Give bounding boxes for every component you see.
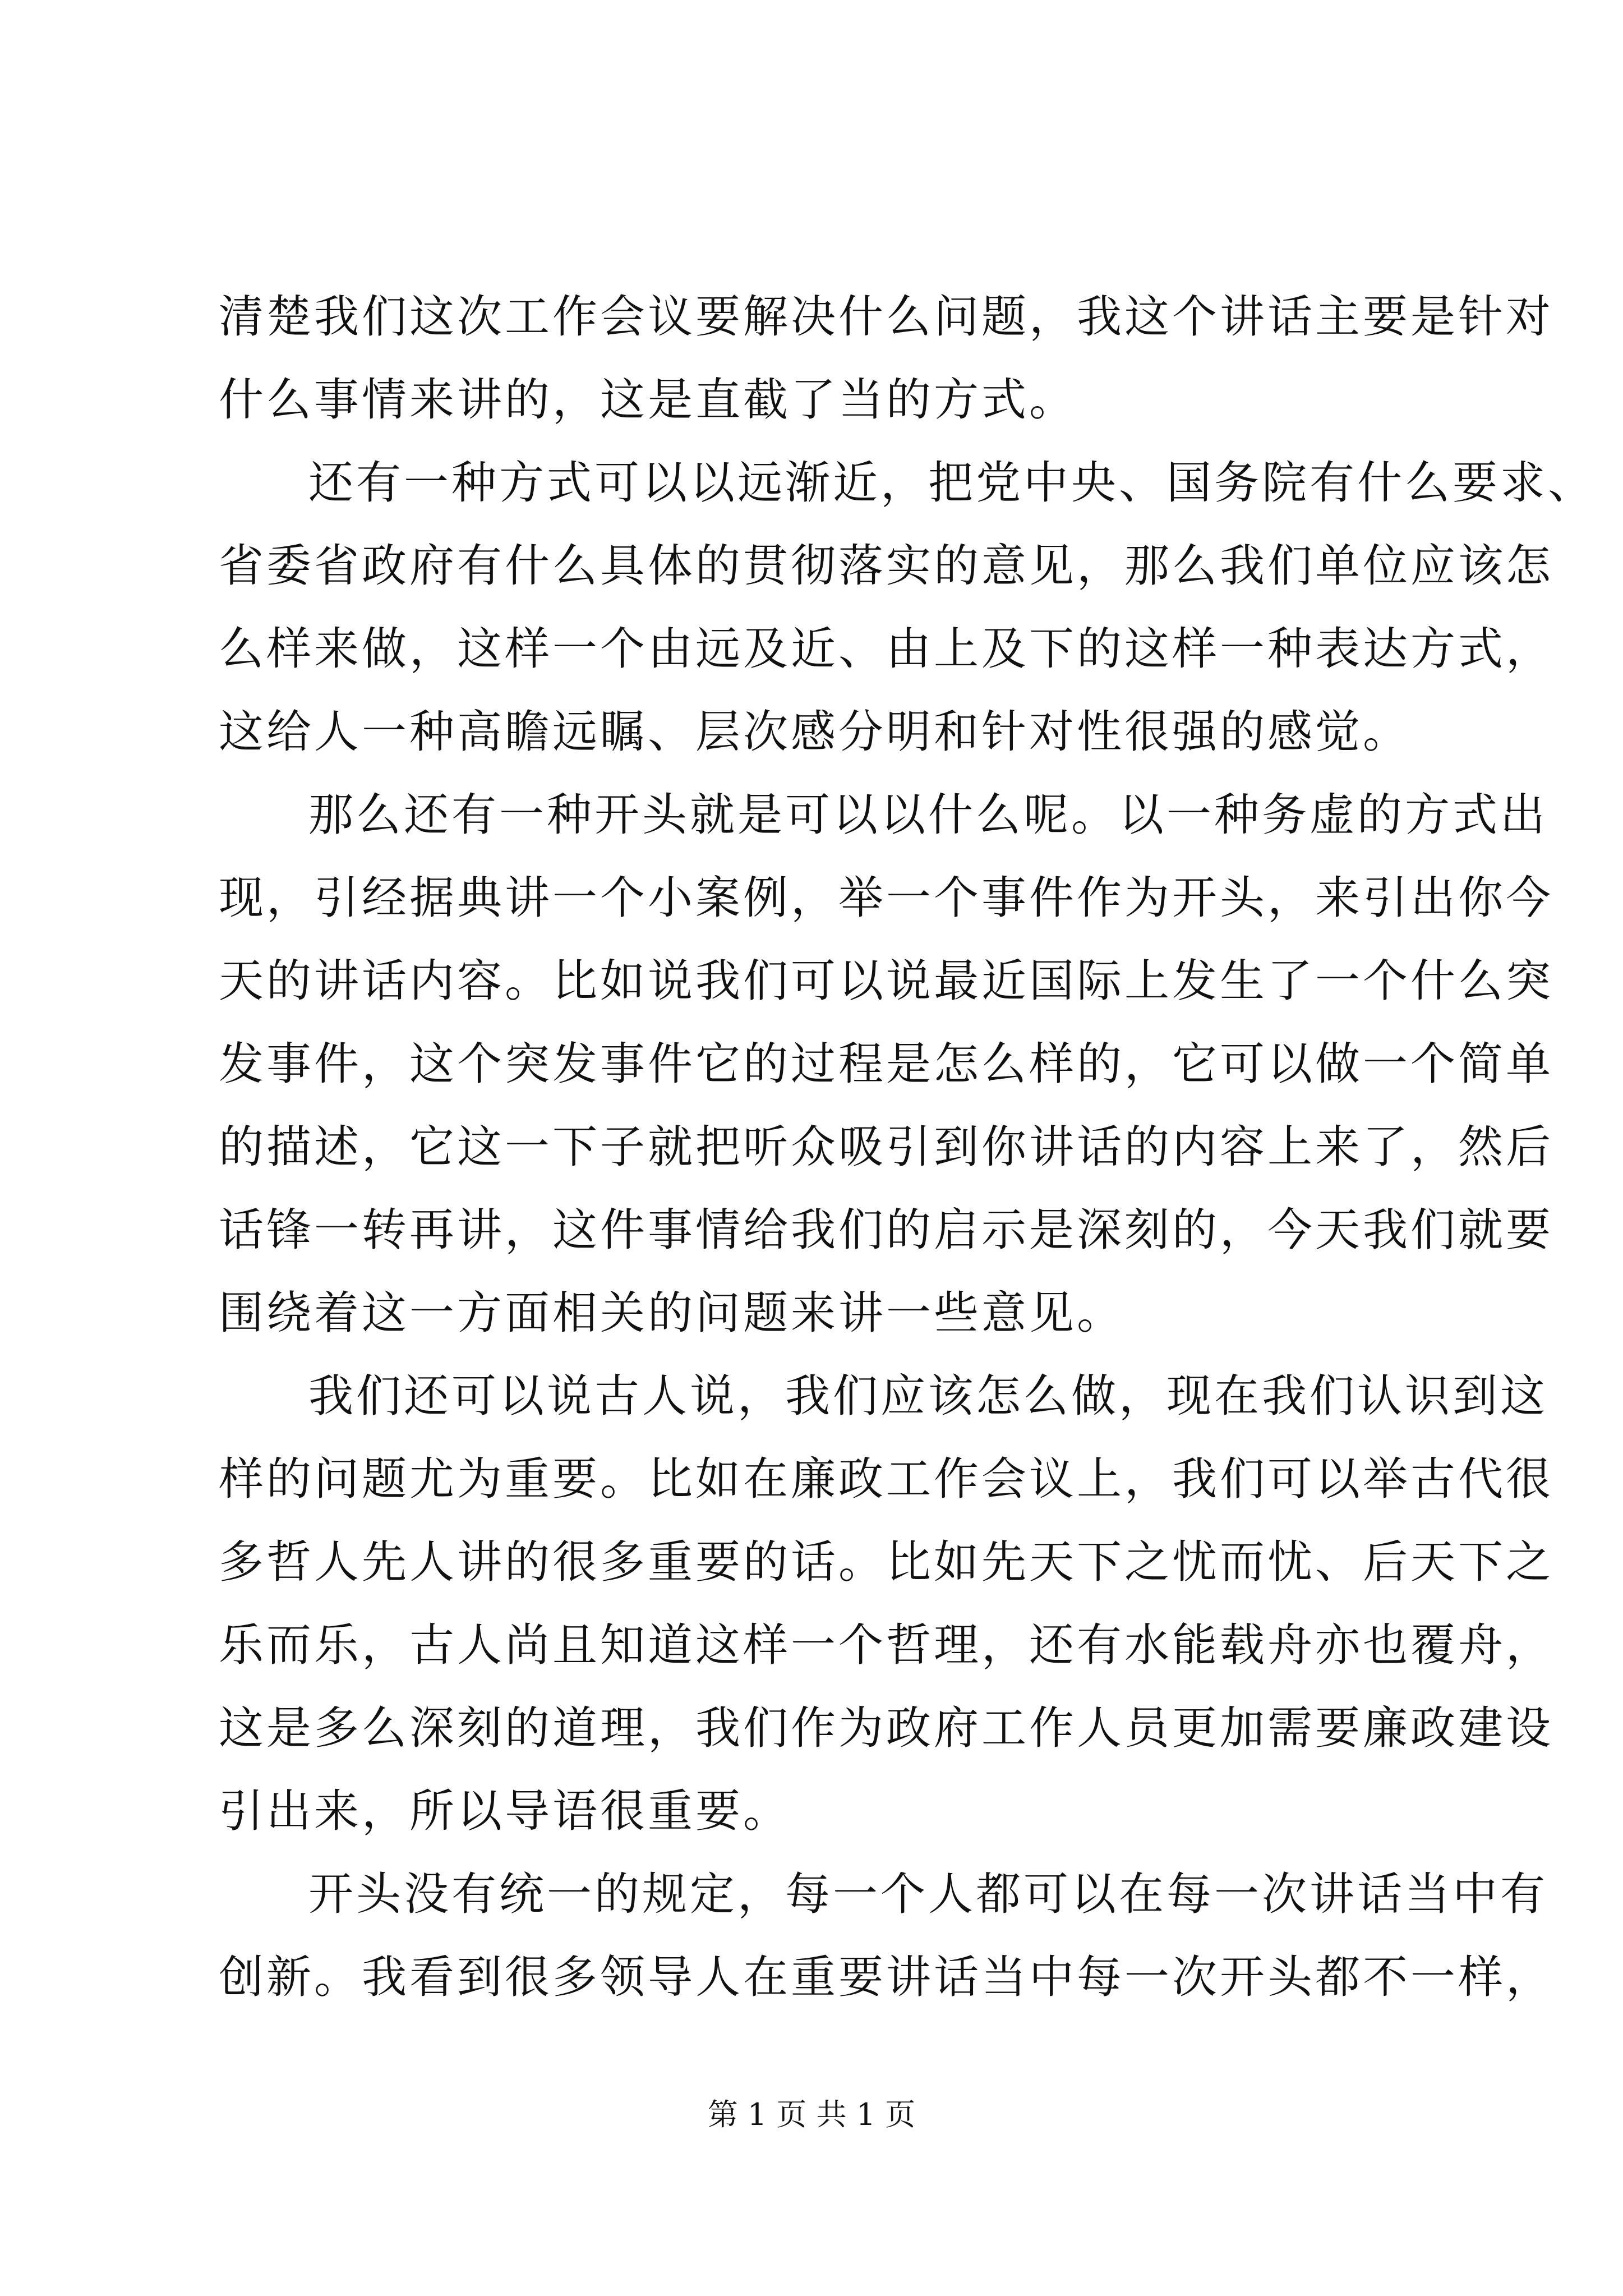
body-text-line: 清楚我们这次工作会议要解决什么问题，我这个讲话主要是针对 bbox=[219, 291, 1553, 343]
paragraph-first-line: 那么还有一种开头就是可以以什么呢。以一种务虚的方式出 bbox=[308, 789, 1548, 841]
paragraph-first-line: 开头没有统一的规定，每一个人都可以在每一次讲话当中有 bbox=[308, 1868, 1548, 1920]
body-text-line: 话锋一转再讲，这件事情给我们的启示是深刻的，今天我们就要 bbox=[219, 1204, 1553, 1256]
body-text-line: 发事件，这个突发事件它的过程是怎么样的，它可以做一个简单 bbox=[219, 1038, 1553, 1090]
body-text-line: 省委省政府有什么具体的贯彻落实的意见，那么我们单位应该怎 bbox=[219, 540, 1553, 592]
body-text-line: 天的讲话内容。比如说我们可以说最近国际上发生了一个什么突 bbox=[219, 955, 1553, 1007]
body-text-line: 什么事情来讲的，这是直截了当的方式。 bbox=[219, 374, 1077, 426]
body-text-line: 这给人一种高瞻远瞩、层次感分明和针对性很强的感觉。 bbox=[219, 706, 1410, 758]
body-text-line: 的描述，它这一下子就把听众吸引到你讲话的内容上来了，然后 bbox=[219, 1121, 1553, 1173]
paragraph-first-line: 我们还可以说古人说，我们应该怎么做，现在我们认识到这 bbox=[308, 1370, 1548, 1422]
body-text-line: 创新。我看到很多领导人在重要讲话当中每一次开头都不一样， bbox=[219, 1951, 1553, 2003]
page-number-footer: 第 1 页 共 1 页 bbox=[707, 2097, 916, 2132]
body-text-line: 样的问题尤为重要。比如在廉政工作会议上，我们可以举古代很 bbox=[219, 1453, 1553, 1505]
body-text-line: 乐而乐，古人尚且知道这样一个哲理，还有水能载舟亦也覆舟， bbox=[219, 1619, 1553, 1671]
paragraph-first-line: 还有一种方式可以以远渐近，把党中央、国务院有什么要求、 bbox=[308, 457, 1596, 509]
body-text-line: 么样来做，这样一个由远及近、由上及下的这样一种表达方式， bbox=[219, 623, 1553, 675]
body-text-line: 现，引经据典讲一个小案例，举一个事件作为开头，来引出你今 bbox=[219, 872, 1553, 924]
body-text-line: 多哲人先人讲的很多重要的话。比如先天下之忧而忧、后天下之 bbox=[219, 1536, 1553, 1588]
body-text-line: 这是多么深刻的道理，我们作为政府工作人员更加需要廉政建设 bbox=[219, 1702, 1553, 1754]
body-text-line: 引出来，所以导语很重要。 bbox=[219, 1785, 791, 1837]
body-text-line: 围绕着这一方面相关的问题来讲一些意见。 bbox=[219, 1287, 1124, 1339]
